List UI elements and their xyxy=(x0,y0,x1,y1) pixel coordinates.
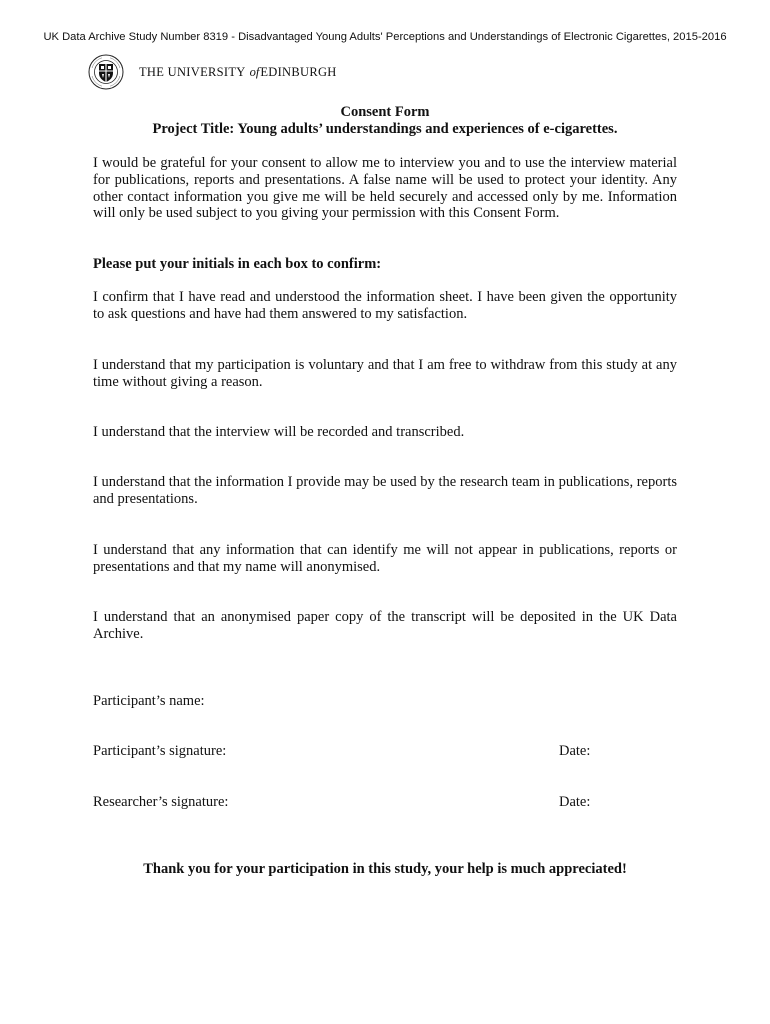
consent-statement-publications: I understand that the information I provide may be used by the research team in publications, reports and presentations. xyxy=(93,474,677,507)
university-name-of: of xyxy=(249,64,260,79)
participant-signature-label: Participant’s signature: xyxy=(93,743,227,759)
university-name-suffix: EDINBURGH xyxy=(260,64,337,79)
intro-paragraph: I would be grateful for your consent to allow me to interview you and to use the interview material for publications, reports and presentations. A false name will be used to protect your identity. Any other contact information you give me will be held securely and accessed only by me. Information will only be used subject to you giving your permission with this Consent Form. xyxy=(93,155,677,222)
participant-name-label: Participant’s name: xyxy=(93,693,205,709)
initials-instruction: Please put your initials in each box to confirm: xyxy=(93,256,382,272)
form-title: Consent Form xyxy=(340,104,430,120)
participant-date-label: Date: xyxy=(559,743,591,759)
consent-statement-read-information: I confirm that I have read and understood the information sheet. I have been given the opportunity to ask questions and have had them answered to my satisfaction. xyxy=(93,289,677,322)
consent-statement-data-archive: I understand that an anonymised paper copy of the transcript will be deposited in the UK Data Archive. xyxy=(93,609,677,642)
researcher-signature-label: Researcher’s signature: xyxy=(93,794,229,810)
university-logo xyxy=(88,53,337,91)
archive-header-note: UK Data Archive Study Number 8319 - Disadvantaged Young Adults' Perceptions and Understandings of Electronic Cigarettes, 2015-2016 xyxy=(43,31,727,43)
project-title: Project Title: Young adults’ understandings and experiences of e-cigarettes. xyxy=(152,121,618,137)
consent-statement-recorded: I understand that the interview will be recorded and transcribed. xyxy=(93,424,465,440)
university-name xyxy=(139,65,337,80)
researcher-date-label: Date: xyxy=(559,794,591,810)
thank-you-message: Thank you for your participation in this study, your help is much appreciated! xyxy=(143,861,627,877)
university-name-prefix: THE UNIVERSITY xyxy=(139,64,246,79)
consent-statement-anonymity: I understand that any information that can identify me will not appear in publications, reports or presentations and that my name will anonymised. xyxy=(93,542,677,575)
university-crest-icon xyxy=(88,54,124,90)
consent-statement-voluntary: I understand that my participation is voluntary and that I am free to withdraw from this study at any time without giving a reason. xyxy=(93,357,677,390)
